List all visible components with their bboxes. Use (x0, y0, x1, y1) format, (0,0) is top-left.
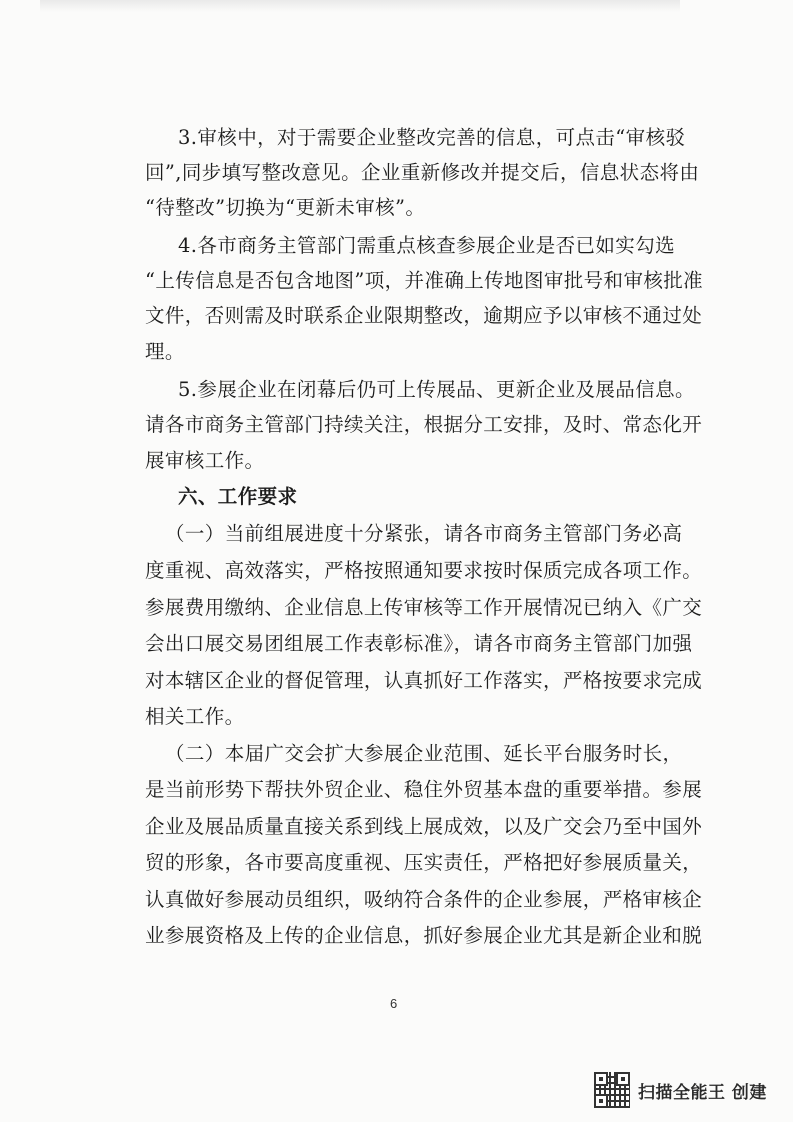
text-line: 4.各市商务主管部门需重点核查参展企业是否已如实勾选 (178, 234, 676, 257)
text-line: 贸的形象，各市要高度重视、压实责任，严格把好参展质量关， (145, 851, 703, 874)
text-line: 认真做好参展动员组织，吸纳符合条件的企业参展，严格审核企 (145, 888, 703, 911)
page-number: 6 (390, 996, 398, 1011)
text-line: 企业及展品质量直接关系到线上展成效，以及广交会乃至中国外 (145, 815, 703, 838)
text-line: 理。 (145, 340, 185, 363)
text-line: 相关工作。 (145, 705, 245, 728)
text-line: （二）本届广交会扩大参展企业范围、延长平台服务时长， (165, 742, 683, 765)
text-line: 对本辖区企业的督促管理，认真抓好工作落实，严格按要求完成 (145, 669, 703, 692)
text-line: （一）当前组展进度十分紧张，请各市商务主管部门务必高 (165, 522, 683, 545)
text-line: “待整改”切换为“更新未审核”。 (145, 196, 426, 219)
text-line: 回”,同步填写整改意见。企业重新修改并提交后，信息状态将由 (145, 161, 700, 184)
text-line: 5.参展企业在闭幕后仍可上传展品、更新企业及展品信息。 (178, 378, 695, 401)
text-line: “上传信息是否包含地图”项，并准确上传地图审批号和审核批准 (145, 269, 704, 292)
text-line: 3.审核中，对于需要企业整改完善的信息，可点击“审核驳 (178, 126, 686, 149)
text-line: 度重视、高效落实，严格按照通知要求按时保质完成各项工作。 (145, 559, 703, 582)
text-line: 会出口展交易团组展工作表彰标准》，请各市商务主管部门加强 (145, 632, 693, 655)
text-line: 参展费用缴纳、企业信息上传审核等工作开展情况已纳入《广交 (145, 596, 703, 619)
text-line: 是当前形势下帮扶外贸企业、稳住外贸基本盘的重要举措。参展 (145, 778, 703, 801)
section-heading: 六、工作要求 (178, 485, 298, 508)
text-line: 展审核工作。 (145, 449, 265, 472)
watermark-text: 扫描全能王 创建 (638, 1082, 767, 1103)
text-line: 文件，否则需及时联系企业限期整改，逾期应予以审核不通过处 (145, 304, 703, 327)
text-line: 请各市商务主管部门持续关注，根据分工安排，及时、常态化开 (145, 413, 703, 436)
scanner-watermark (594, 1070, 767, 1110)
qr-code-icon (594, 1072, 630, 1108)
text-line: 业参展资格及上传的企业信息，抓好参展企业尤其是新企业和脱 (145, 924, 703, 947)
